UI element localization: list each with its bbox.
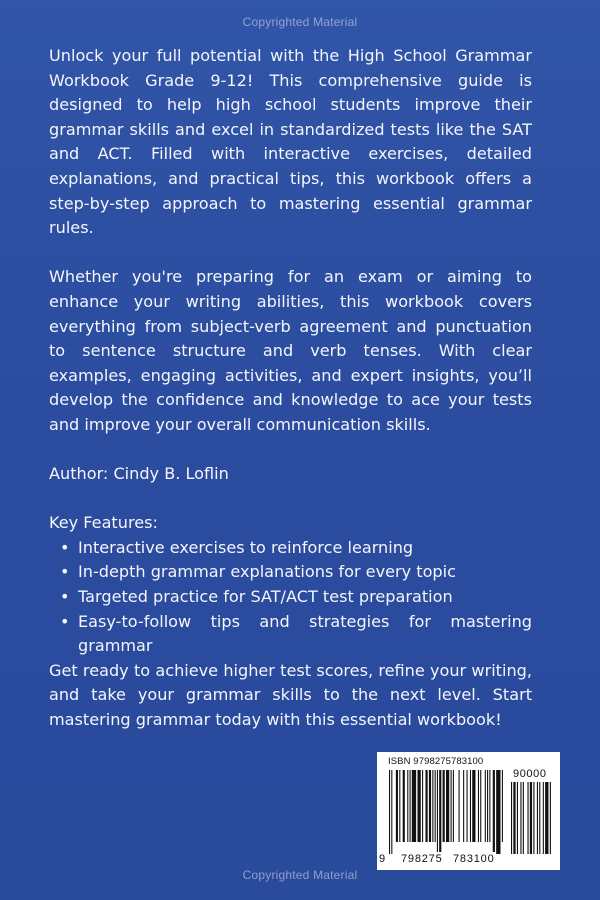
isbn-label: ISBN 9798275783100 — [388, 756, 484, 767]
watermark-top: Copyrighted Material — [242, 15, 358, 29]
features-heading: Key Features: — [49, 513, 158, 533]
barcode-digits-right: 783100 — [453, 853, 495, 865]
watermark-bottom: Copyrighted Material — [242, 868, 358, 882]
price-code: 90000 — [513, 768, 547, 780]
closing-paragraph: Get ready to achieve higher test scores, refine your writing, and take your grammar skills to the next level. Start mastering grammar today with this essential workbook! — [49, 660, 532, 730]
author-line: Author: Cindy B. Loflin — [49, 464, 229, 484]
barcode-digits-left: 798275 — [401, 853, 443, 865]
details-paragraph: Whether you're preparing for an exam or aiming to enhance your writing abilities, this workbook covers everything from subject-verb agreement and punctuation to sentence structure and verb tenses. With clear examples, engaging activities, and expert insights, you’ll develop the confidence and knowledge to ace your tests and improve your overall communication skills. — [49, 267, 532, 434]
addon-barcode-bars — [511, 782, 551, 854]
barcode-digit-lead: 9 — [379, 853, 386, 865]
feature-item: • Targeted practice for SAT/ACT test preparation — [78, 585, 532, 610]
feature-item: • Interactive exercises to reinforce learning — [78, 536, 532, 561]
feature-item: • Easy-to-follow tips and strategies for mastering grammar — [78, 610, 532, 659]
features-list — [49, 536, 532, 659]
isbn-barcode — [377, 752, 560, 870]
description-block — [49, 44, 532, 733]
barcode-bars — [389, 770, 503, 854]
intro-paragraph: Unlock your full potential with the High School Grammar Workbook Grade 9-12! This comprehensive guide is designed to help high school students improve their grammar skills and excel in standardized tests like the SAT and ACT. Filled with interactive exercises, detailed explanations, and practical tips, this workbook offers a step-by-step approach to mastering essential grammar rules. — [49, 46, 532, 238]
feature-item: • In-depth grammar explanations for every topic — [78, 560, 532, 585]
